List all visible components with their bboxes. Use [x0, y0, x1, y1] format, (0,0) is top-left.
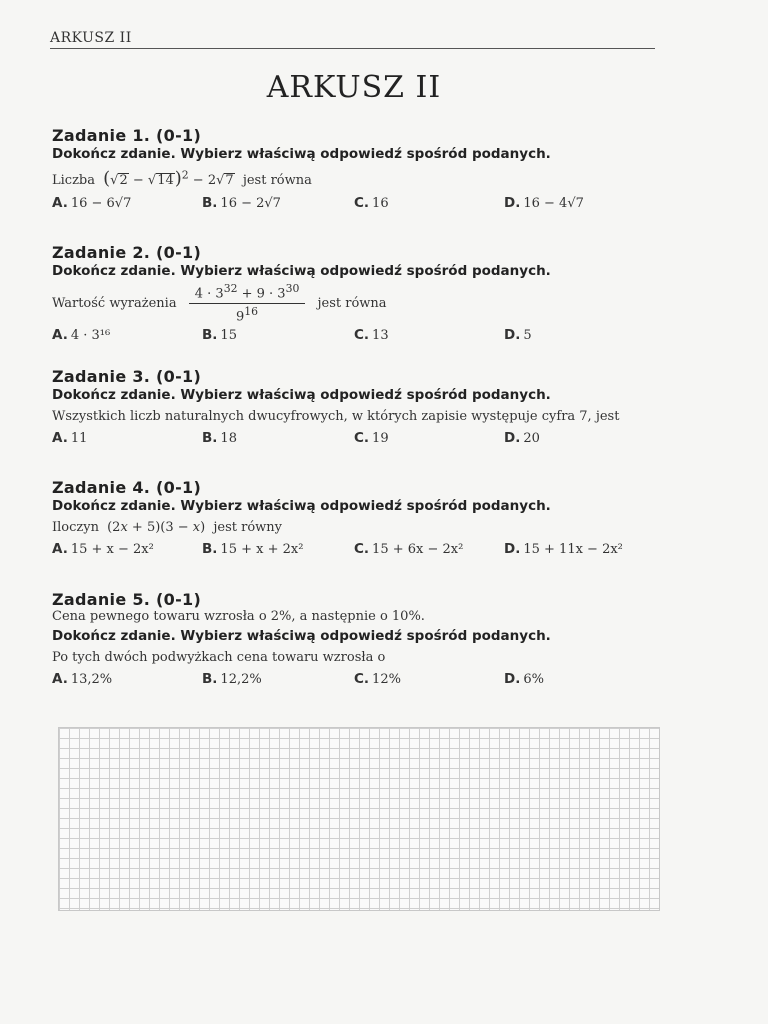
answer-option-c[interactable] [354, 541, 463, 557]
option-letter: D. [504, 541, 521, 557]
option-value: 18 [220, 431, 237, 446]
scratch-grid [58, 727, 660, 911]
answer-option-d[interactable] [504, 327, 532, 343]
task-title: Zadanie 2. (0-1) [52, 243, 202, 262]
task-title: Zadanie 5. (0-1) [52, 590, 202, 609]
option-letter: D. [504, 671, 521, 687]
task-instruction: Dokończ zdanie. Wybierz właściwą odpowiedź spośród podanych. [52, 628, 551, 644]
option-letter: A. [52, 541, 68, 557]
answer-option-c[interactable] [354, 671, 401, 687]
answer-options [52, 195, 672, 215]
answer-option-a[interactable] [52, 671, 112, 687]
option-value: 12% [372, 672, 401, 687]
option-value: 16 [372, 196, 389, 211]
option-value: 12,2% [220, 672, 262, 687]
option-letter: D. [504, 195, 521, 211]
question-suffix: jest równa [317, 295, 387, 311]
option-value: 15 + 6x − 2x² [372, 542, 464, 557]
question-prefix: Liczba [52, 173, 95, 188]
answer-option-c[interactable] [354, 195, 389, 211]
option-value: 5 [523, 327, 532, 343]
question-suffix: jest równy [213, 520, 282, 535]
option-letter: B. [202, 541, 218, 557]
option-letter: B. [202, 326, 218, 343]
answer-option-c[interactable] [354, 430, 389, 446]
task-question: Wszystkich liczb naturalnych dwucyfrowych, w których zapisie występuje cyfra 7, jest [52, 409, 620, 424]
answer-option-d[interactable] [504, 671, 544, 687]
question-suffix: jest równa [242, 173, 312, 188]
answer-option-c[interactable] [354, 327, 389, 343]
task-title: Zadanie 4. (0-1) [52, 478, 202, 497]
answer-option-a[interactable] [52, 541, 154, 557]
question-prefix: Iloczyn [52, 520, 99, 535]
option-letter: B. [202, 195, 218, 211]
option-letter: A. [52, 195, 68, 211]
task-2 [52, 243, 672, 347]
option-letter: B. [202, 671, 218, 687]
option-letter: D. [504, 326, 521, 343]
answer-options [52, 327, 672, 347]
task-5 [52, 590, 672, 691]
option-value: 15 + 11x − 2x² [523, 542, 623, 557]
answer-option-d[interactable] [504, 195, 584, 211]
option-letter: A. [52, 430, 68, 446]
task-instruction: Dokończ zdanie. Wybierz właściwą odpowiedź spośród podanych. [52, 498, 551, 514]
task-title: Zadanie 1. (0-1) [52, 126, 202, 145]
sheet-title: ARKUSZ II [266, 70, 442, 105]
option-value: 6% [523, 672, 544, 687]
option-value: 4 · 3¹⁶ [70, 327, 111, 343]
option-letter: A. [52, 326, 68, 343]
option-value: 20 [523, 431, 540, 446]
task-instruction: Dokończ zdanie. Wybierz właściwą odpowiedź spośród podanych. [52, 146, 551, 162]
answer-options [52, 671, 672, 691]
option-letter: C. [354, 326, 370, 343]
answer-option-b[interactable] [202, 327, 237, 343]
running-header: ARKUSZ II [50, 30, 655, 49]
answer-option-b[interactable] [202, 195, 281, 211]
expression-formula: $(√2 - √14)^2 - 2√7$ [103, 168, 234, 189]
task-question [52, 282, 672, 325]
answer-option-b[interactable] [202, 430, 237, 446]
answer-option-b[interactable] [202, 541, 303, 557]
expression-formula: (2x + 5)(3 − x) [107, 520, 206, 535]
option-value: 15 + x + 2x² [220, 542, 304, 557]
answer-option-a[interactable] [52, 430, 87, 446]
option-letter: C. [354, 195, 370, 211]
answer-options [52, 541, 672, 561]
question-prefix: Wartość wyrażenia [52, 295, 177, 311]
option-letter: C. [354, 671, 370, 687]
option-letter: B. [202, 430, 218, 446]
answer-options [52, 430, 672, 450]
task-instruction: Dokończ zdanie. Wybierz właściwą odpowiedź spośród podanych. [52, 263, 551, 279]
option-value: 16 − 6√7 [70, 196, 132, 211]
answer-option-a[interactable] [52, 327, 110, 343]
task-question: Po tych dwóch podwyżkach cena towaru wzrosła o [52, 650, 386, 665]
answer-option-b[interactable] [202, 671, 262, 687]
option-letter: A. [52, 671, 68, 687]
option-value: 13,2% [70, 672, 113, 687]
answer-option-d[interactable] [504, 430, 540, 446]
task-1 [52, 126, 672, 215]
task-intro: Cena pewnego towaru wzrosła o 2%, a następnie o 10%. [52, 609, 425, 624]
task-question [52, 168, 672, 189]
option-value: 13 [372, 327, 389, 343]
option-value: 15 [220, 327, 237, 343]
task-3 [52, 367, 672, 450]
task-question [52, 520, 672, 535]
answer-option-a[interactable] [52, 195, 131, 211]
option-value: 16 − 2√7 [220, 196, 281, 211]
option-letter: C. [354, 430, 370, 446]
task-4 [52, 478, 672, 561]
task-instruction: Dokończ zdanie. Wybierz właściwą odpowiedź spośród podanych. [52, 387, 551, 403]
expression-fraction: $\frac{4 \cdot 3^{32} + 9 \cdot 3^{30}}{9^{16}}$ [189, 282, 306, 325]
option-value: 16 − 4√7 [523, 196, 584, 211]
task-title: Zadanie 3. (0-1) [52, 367, 202, 386]
option-value: 11 [70, 431, 88, 446]
option-value: 19 [372, 431, 389, 446]
option-letter: D. [504, 430, 521, 446]
option-value: 15 + x − 2x² [70, 542, 154, 557]
option-letter: C. [354, 541, 370, 557]
answer-option-d[interactable] [504, 541, 623, 557]
